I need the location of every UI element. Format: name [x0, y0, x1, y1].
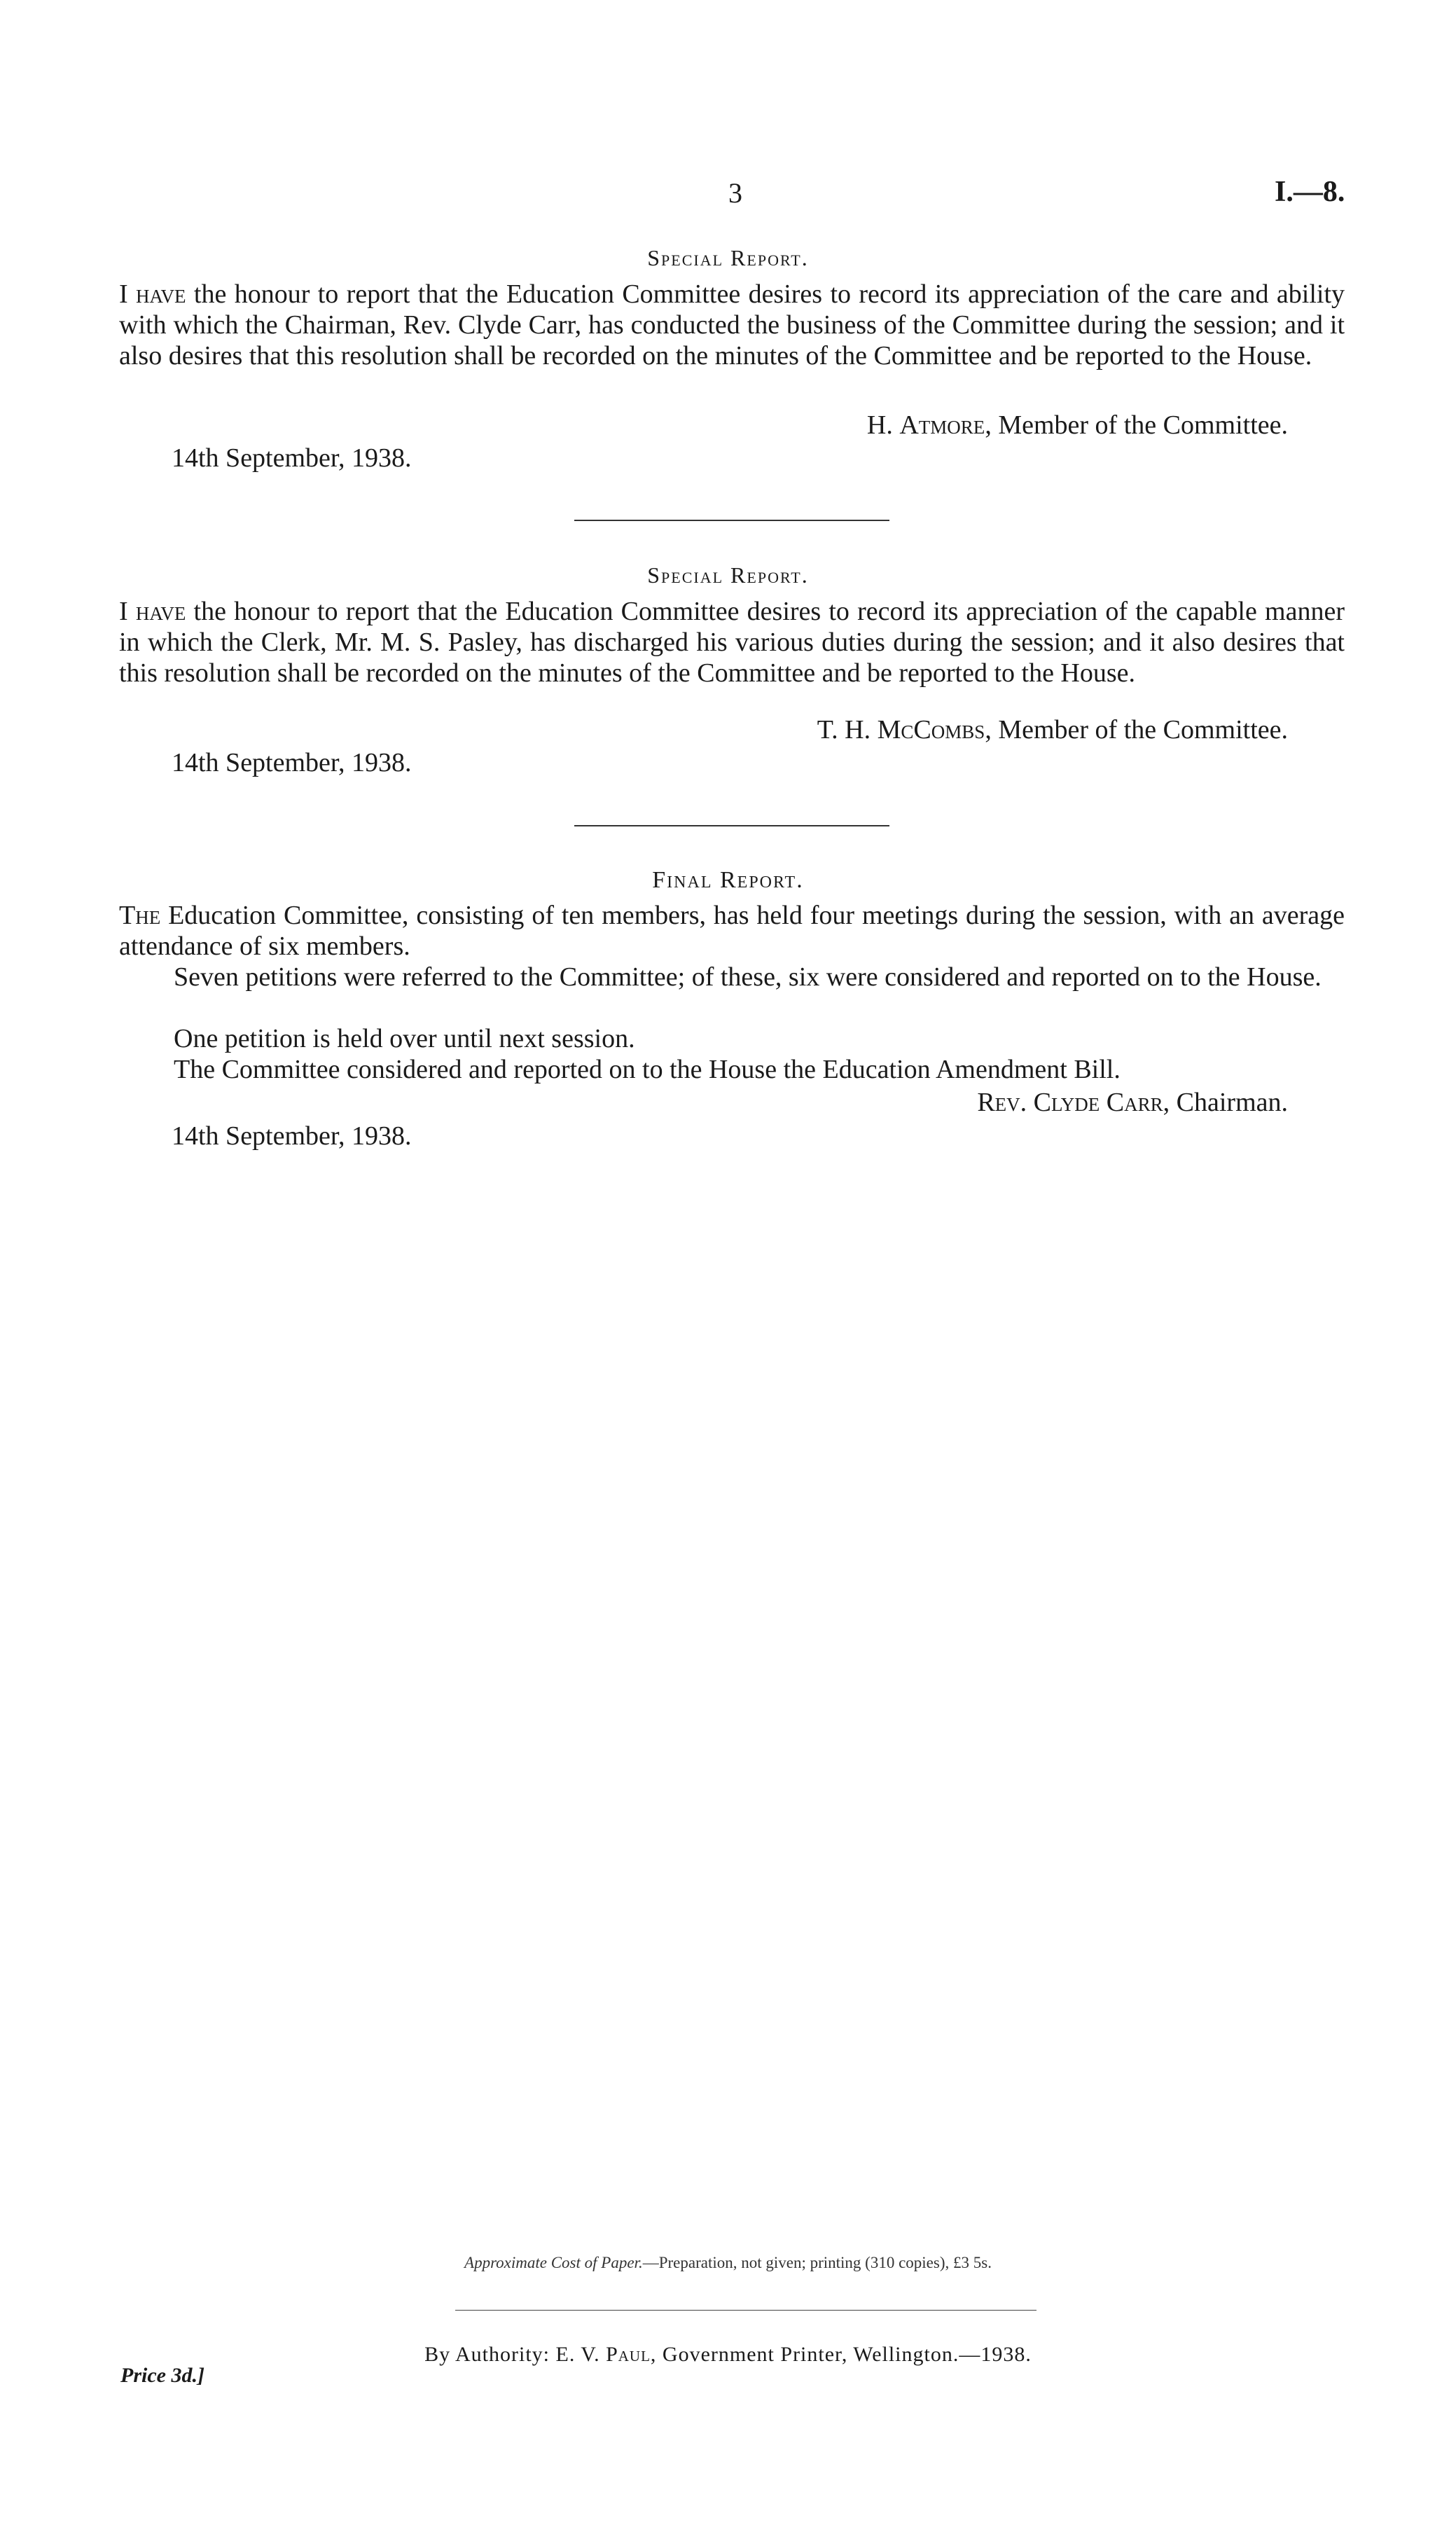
printer-suffix: , Government Printer, Wellington.—1938. — [650, 2343, 1032, 2366]
report-2-text: the honour to report that the Education Committee desires to record its appreciation of the capable manner in which the Clerk, Mr. M. S. Pasley, has discharged his various duties during the session; and it also desires that this resolution shall be recorded on the minutes of the Committee and be reported to the House. — [119, 597, 1345, 688]
final-report-date: 14th September, 1938. — [172, 1121, 412, 1151]
report-1-lead: I have — [119, 279, 186, 309]
report-2-lead: I have — [119, 597, 186, 626]
divider-1 — [574, 520, 889, 521]
report-2-signer-name: McCombs — [877, 715, 985, 745]
price-label: Price 3d.] — [120, 2364, 204, 2387]
report-1-date: 14th September, 1938. — [172, 443, 412, 473]
report-1-text: the honour to report that the Education Committee desires to record its appreciation of the care and ability with which the Chairman, Rev. Clyde Carr, has conducted the business of the Committee during the session; and it also desires that this resolution shall be recorded on the minutes of the Committee and be reported to the House. — [119, 279, 1345, 371]
final-report-signer-name: Rev. Clyde Carr — [977, 1088, 1163, 1117]
report-2-signature — [817, 714, 1288, 745]
report-2-signer-role: , Member of the Committee. — [985, 715, 1288, 745]
report-2-date: 14th September, 1938. — [172, 748, 412, 777]
report-2-heading: Special Report. — [647, 562, 809, 588]
report-1-signer-initial: H. — [866, 410, 900, 440]
final-report-text-1: Education Committee, consisting of ten members, has held four meetings during the session, with an average attendance of six members. — [119, 901, 1345, 961]
report-1-signer-name: Atmore — [899, 410, 985, 440]
final-report-paragraph-1 — [119, 900, 1345, 962]
report-1-signer-role: , Member of the Committee. — [985, 410, 1288, 440]
divider-2 — [574, 825, 889, 826]
final-report-signer-role: , Chairman. — [1163, 1088, 1288, 1117]
report-1-signature — [867, 410, 1288, 441]
printer-name: Paul — [606, 2343, 651, 2366]
report-2-body — [119, 596, 1345, 688]
cost-of-paper-note — [0, 2254, 1456, 2272]
report-1-body — [119, 279, 1345, 371]
footer-divider — [455, 2310, 1036, 2311]
page-number: 3 — [728, 177, 742, 209]
final-report-heading: Final Report. — [652, 867, 804, 893]
report-1-heading: Special Report. — [647, 245, 809, 270]
final-report-paragraph-2: Seven petitions were referred to the Committee; of these, six were considered and reported on to the House. — [174, 962, 1322, 992]
final-report-paragraph-3: One petition is held over until next session. — [174, 1024, 635, 1053]
cost-of-paper-label: Approximate Cost of Paper. — [464, 2254, 643, 2271]
cost-of-paper-text: —Preparation, not given; printing (310 copies), £3 5s. — [642, 2254, 992, 2271]
report-2-signer-initial: T. H. — [817, 715, 878, 745]
final-report-paragraph-4: The Committee considered and reported on to the House the Education Amendment Bill. — [174, 1055, 1121, 1084]
printer-credit — [0, 2343, 1456, 2367]
printer-prefix: By Authority: E. V. — [424, 2343, 606, 2366]
final-report-lead: The — [119, 901, 161, 930]
document-reference: I.—8. — [1275, 176, 1345, 208]
final-report-signature — [977, 1087, 1288, 1118]
